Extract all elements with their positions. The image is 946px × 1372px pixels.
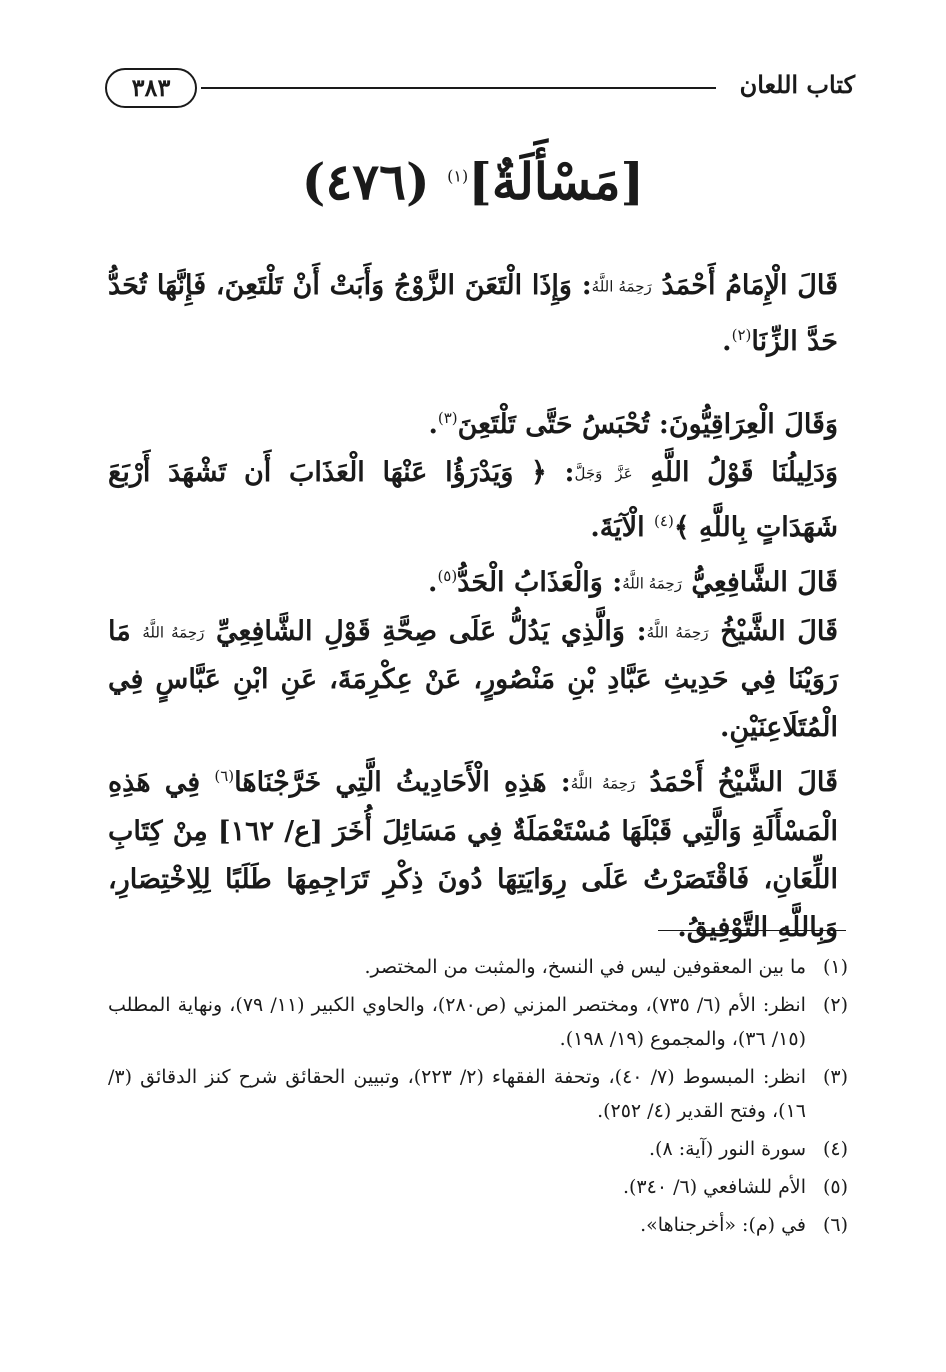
paragraph-2 (108, 394, 838, 449)
footnote-number: (١) (822, 956, 848, 978)
paragraph-5 (108, 608, 838, 753)
running-title: كتاب اللعان (739, 70, 855, 99)
page-header (105, 62, 855, 112)
speaker: قَالَ الشَّيْخُ أَحْمَدُ (649, 767, 838, 798)
footnote (108, 950, 848, 984)
footnote-ref: (٢) (731, 325, 752, 344)
footnote-text: انظر: الأم (٦/ ٧٣٥)، ومختصر المزني (ص٢٨٠)، والحاوي الكبير (١١/ ٧٩)، ونهاية المطلب (١٥/ ٣٦)، والمجموع (١٩/ ١٩٨). (108, 994, 806, 1050)
honorific: رَحِمَهُ اللَّهُ (142, 623, 205, 641)
footnote (108, 1170, 848, 1204)
speaker: وَقَالَ الْعِرَاقِيُّونَ (668, 408, 838, 440)
paragraph-text: : وَالْعَذَابُ الْحَدُّ (457, 567, 623, 598)
paragraph-text: : تُحْبَسُ حَتَّى تَلْتَعِنَ (457, 408, 669, 440)
speaker: قَالَ الشَّافِعِيُّ (691, 567, 838, 598)
honorific: رَحِمَهُ اللَّهُ (570, 774, 636, 793)
speaker: قَالَ الْإِمَامُ أَحْمَدُ (661, 270, 838, 301)
paragraph-text: : وَإِذَا الْتَعَنَ الزَّوْجُ وَأَبَتْ أَنْ تَلْتَعِنَ، فَإِنَّهَا تُحَدُّ حَدَّ الزِّنَا (108, 270, 838, 357)
footnote-text: ما بين المعقوفين ليس في النسخ، والمثبت من المختصر. (364, 956, 806, 978)
footnote-number: (٥) (822, 1176, 848, 1198)
paragraph-4 (108, 552, 838, 608)
honorific: رَحِمَهُ اللَّهُ (622, 574, 682, 593)
issue-label: [مَسْأَلَةٌ] (468, 152, 645, 211)
issue-title (0, 152, 946, 212)
issue-number: (٤٧٦) (301, 152, 430, 211)
paragraph-end: . (428, 408, 438, 440)
footnote-number: (٢) (822, 994, 848, 1016)
footnote-ref: (٦) (214, 767, 235, 785)
main-text (108, 262, 838, 952)
footnote-ref: (٤) (654, 512, 674, 530)
footnote-number: (٤) (822, 1138, 848, 1160)
honorific: رَحِمَهُ اللَّهُ (591, 277, 652, 296)
footnote (108, 988, 848, 1056)
footnote-text: في (م): «أخرجناها». (640, 1214, 806, 1236)
paragraph-end: . (722, 325, 732, 357)
footnote (108, 1132, 848, 1166)
paragraph-text: : هَذِهِ الْأَحَادِيثُ الَّتِي خَرَّجْنَاهَا (234, 767, 571, 798)
paragraph-1 (108, 262, 838, 366)
paragraph-gap (108, 366, 838, 394)
footnote-text: الأم للشافعي (٦/ ٣٤٠). (622, 1176, 806, 1198)
paragraph-6 (108, 752, 838, 952)
footnote-ref: (٣) (437, 408, 458, 427)
paragraph-end: الْآيَةَ. (590, 512, 655, 543)
footnote (108, 1208, 848, 1242)
paragraph-text: مَا رَوَيْنَا فِي حَدِيثِ عَبَّادِ بْنِ مَنْصُورٍ، عَنْ عِكْرِمَةَ، عَنِ ابْنِ عَبَّاسٍ فِي الْمُتَلَاعِنَيْنِ. (108, 615, 838, 743)
footnotes (108, 950, 848, 1246)
footnote-number: (٣) (822, 1066, 848, 1088)
footnote-text: سورة النور (آية: ٨). (648, 1138, 806, 1160)
speaker: قَالَ الشَّيْخُ (720, 615, 839, 647)
paragraph-end: . (428, 567, 438, 598)
footnote-number: (٦) (822, 1214, 848, 1236)
footnote-separator (658, 930, 846, 931)
paragraph-text: فِي هَذِهِ الْمَسْأَلَةِ وَالَّتِي قَبْلَهَا مُسْتَعْمَلَةٌ فِي مَسَائِلَ أُخَرَ [ع/ ١٦٢] مِنْ كِتَابِ اللِّعَانِ، فَاقْتَصَرْتُ عَلَى رِوَايَتِهَا دُونَ ذِكْرِ تَرَاجِمِهَا طَلَبًا لِلِاخْتِصَارِ، وَبِاللَّهِ التَّوْفِيقُ. (108, 767, 838, 943)
paragraph-3 (108, 449, 838, 553)
title-footnote-mark: (١) (447, 166, 469, 186)
honorific: رَحِمَهُ اللَّهُ (646, 623, 709, 641)
honorific: عَزَّ وَجَلَّ (574, 464, 633, 482)
quran-quote: : ﴿ وَيَدْرَؤُا عَنْهَا الْعَذَابَ أَن تَشْهَدَ أَرْبَعَ شَهَدَاتٍ بِاللَّهِ ﴾ (108, 456, 838, 543)
paragraph-lead: وَدَلِيلُنَا قَوْلُ اللَّهِ (650, 456, 839, 488)
paragraph-text: : وَالَّذِي يَدُلُّ عَلَى صِحَّةِ قَوْلِ الشَّافِعِيِّ (216, 615, 647, 647)
footnote-text: انظر: المبسوط (٧/ ٤٠)، وتحفة الفقهاء (٢/ ٢٢٣)، وتبيين الحقائق شرح كنز الدقائق (٣/ ١٦)، وفتح القدير (٤/ ٢٥٢). (108, 1066, 807, 1122)
footnote-ref: (٥) (437, 567, 458, 585)
page-number: ٣٨٣ (105, 68, 197, 108)
header-rule (201, 87, 716, 89)
footnote (108, 1060, 848, 1128)
